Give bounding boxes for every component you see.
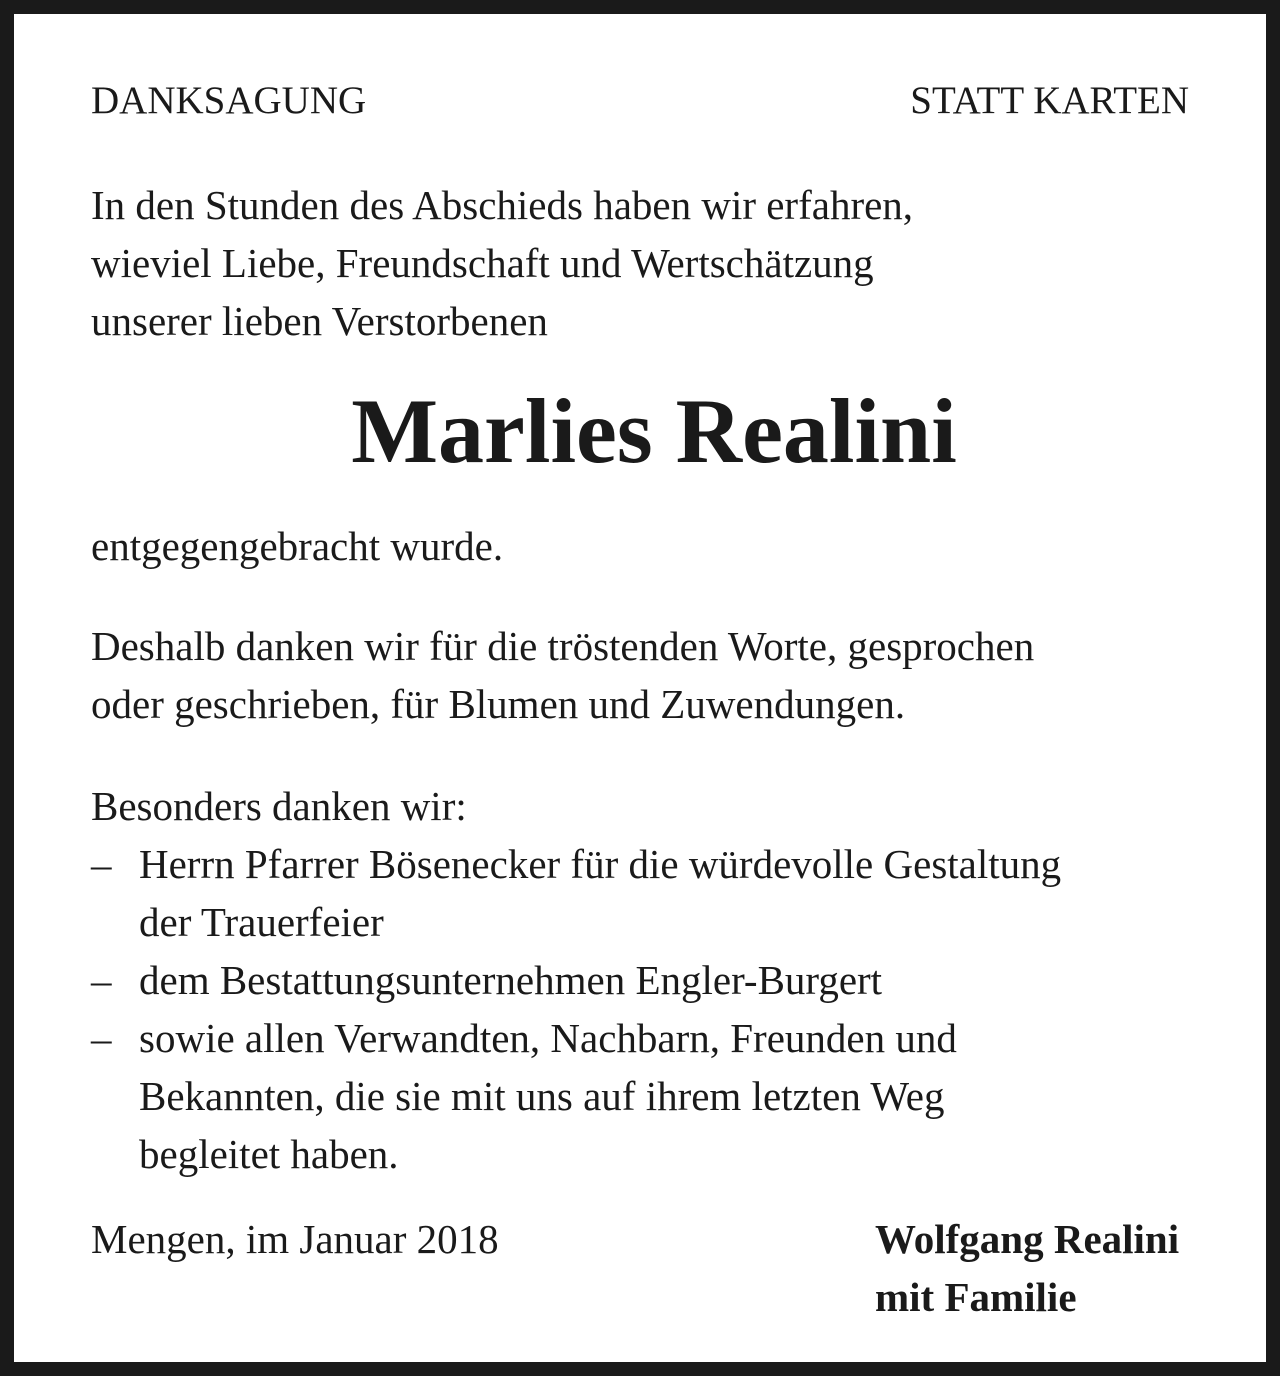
place-date: Mengen, im Januar 2018 (91, 1216, 499, 1262)
dash-bullet: – (91, 1015, 112, 1061)
list-item (91, 951, 1217, 1009)
intro-line: In den Stunden des Abschieds haben wir erfahren, (91, 182, 914, 228)
list-item-line: Herrn Pfarrer Bösenecker für die würdevolle Gestaltung (139, 841, 1062, 887)
list-item (91, 1009, 1217, 1183)
intro-paragraph (91, 176, 1217, 350)
signature-line: Wolfgang Realini (875, 1216, 1180, 1262)
paragraph-besonders: Besonders danken wir: (91, 783, 467, 829)
dash-bullet: – (91, 957, 112, 1003)
thanks-list (91, 835, 1217, 1183)
list-item-line: Bekannten, die sie mit uns auf ihrem letzten Weg (139, 1073, 945, 1119)
signature (875, 1210, 1179, 1326)
list-item-line: dem Bestattungsunternehmen Engler-Burgert (139, 957, 883, 1003)
header (91, 76, 1189, 126)
paragraph-entgegengebracht: entgegengebracht wurde. (91, 523, 504, 569)
list-item (91, 835, 1217, 951)
paragraph-line: Deshalb danken wir für die tröstenden Worte, gesprochen (91, 623, 1035, 669)
list-item-line: der Trauerfeier (139, 899, 384, 945)
intro-line: unserer lieben Verstorbenen (91, 298, 548, 344)
deceased-name: Marlies Realini (351, 380, 957, 482)
list-item-line: begleitet haben. (139, 1131, 399, 1177)
paragraph-thanks (91, 617, 1217, 733)
paragraph-line: oder geschrieben, für Blumen und Zuwendungen. (91, 681, 906, 727)
header-statt-karten: STATT KARTEN (910, 79, 1189, 122)
list-item-line: sowie allen Verwandten, Nachbarn, Freunden und (139, 1015, 957, 1061)
dash-bullet: – (91, 841, 112, 887)
signature-line: mit Familie (875, 1274, 1077, 1320)
intro-line: wieviel Liebe, Freundschaft und Wertschätzung (91, 240, 874, 286)
header-danksagung: DANKSAGUNG (91, 79, 367, 122)
